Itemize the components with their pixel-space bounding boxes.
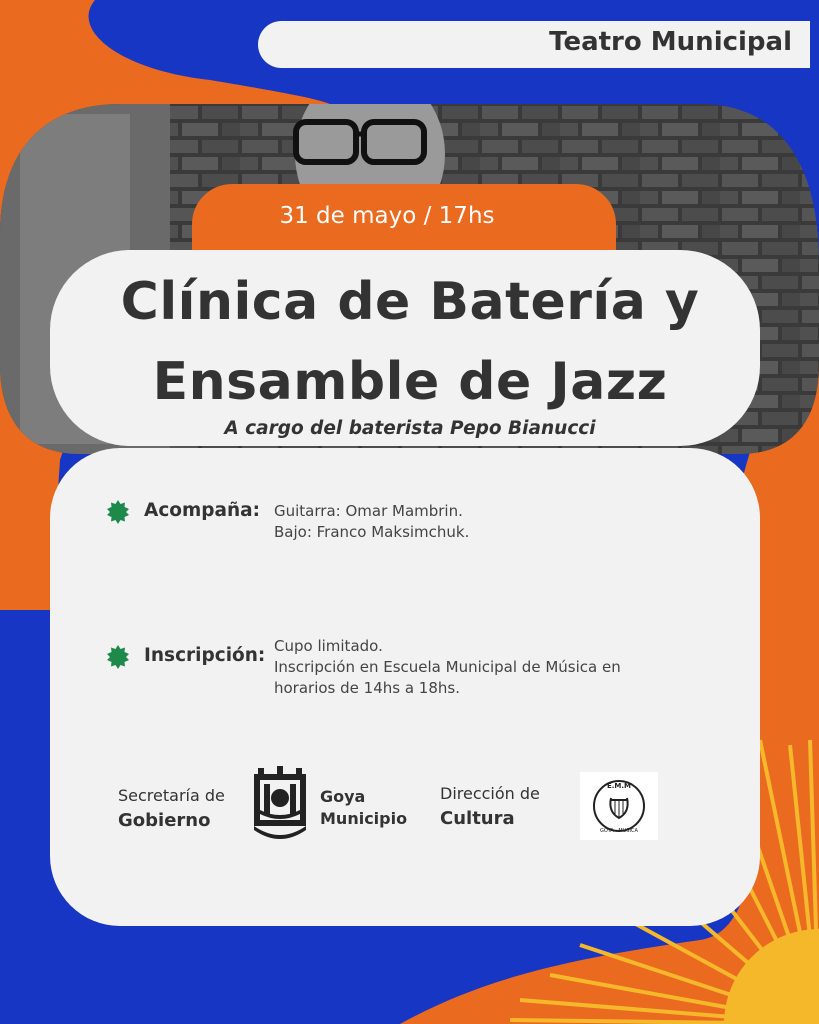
logo-line: Dirección de (440, 784, 540, 803)
detail-value-inscripcion (274, 636, 621, 699)
detail-line: Cupo limitado. (274, 637, 383, 655)
emm-bottom-text: GOYA · MUSICA (600, 828, 638, 834)
emm-logo (580, 772, 658, 840)
detail-line: Guitarra: Omar Mambrin. (274, 502, 463, 520)
detail-line: horarios de 14hs a 18hs. (274, 679, 460, 697)
logo-line: Municipio (320, 809, 408, 828)
logo-line: Cultura (440, 808, 515, 829)
event-title-line1: Clínica de Batería y (120, 272, 700, 332)
badge-bullet-icon (106, 500, 130, 524)
detail-label-acompana: Acompaña: (144, 500, 261, 521)
logo-line: Secretaría de (118, 786, 225, 805)
detail-label-inscripcion: Inscripción: (144, 645, 266, 666)
secretaria-logo (118, 785, 225, 832)
emm-top-text: E.M.M (606, 782, 632, 790)
detail-line: Inscripción en Escuela Municipal de Música en (274, 658, 621, 676)
event-subtitle: A cargo del baterista Pepo Bianucci (224, 418, 596, 439)
direccion-logo (440, 783, 540, 830)
event-title-line2: Ensamble de Jazz (152, 352, 668, 412)
detail-line: Bajo: Franco Maksimchuk. (274, 523, 470, 541)
badge-bullet-icon (106, 645, 130, 669)
venue-title: Teatro Municipal (549, 27, 792, 57)
logo-line: Goya (320, 787, 366, 806)
logo-line: Gobierno (118, 810, 211, 831)
venue-banner (258, 21, 810, 68)
goya-logo-text (320, 786, 407, 830)
detail-value-acompana (274, 501, 469, 543)
goya-crest-icon (250, 764, 310, 844)
event-date-time: 31 de mayo / 17hs (279, 203, 495, 229)
